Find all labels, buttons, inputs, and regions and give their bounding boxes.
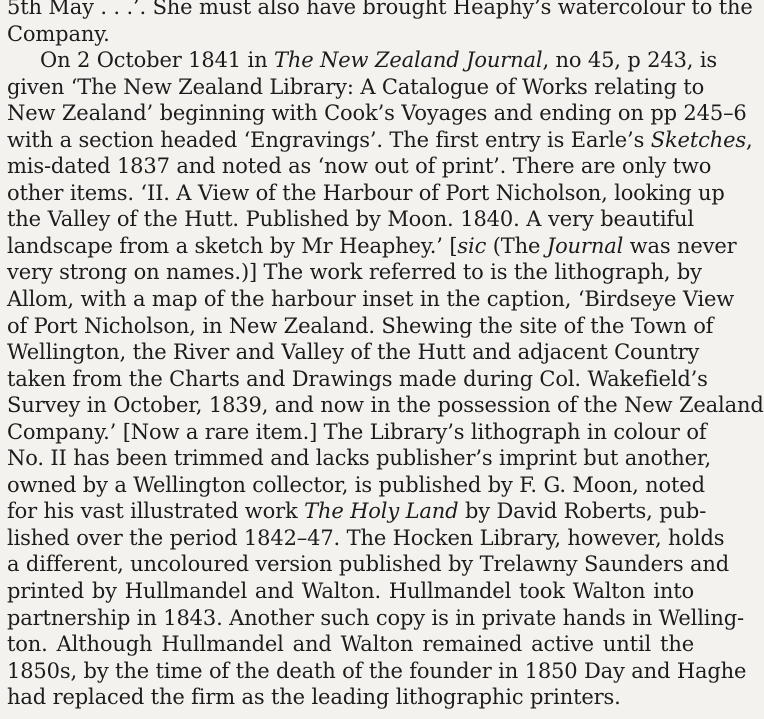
text-line: landscape from a sketch by Mr Heaphey.’ [sic (The Journal was never [7,233,737,258]
text-line: mis-dated 1837 and noted as ‘now out of print’. There are only two [7,154,712,179]
text-line: On 2 October 1841 in The New Zealand Journal, no 45, p 243, is [40,48,718,73]
text-line: very strong on names.)] The work referred to is the lithograph, by [7,260,702,285]
text-line: Survey in October, 1839, and now in the possession of the New Zealand [7,393,764,418]
text-line: printed by Hullmandel and Walton. Hullmandel took Walton into [7,579,694,604]
text-line: had replaced the firm as the leading lithographic printers. [7,685,621,710]
text-line: 1850s, by the time of the death of the founder in 1850 Day and Haghe [7,658,747,683]
text-line: lished over the period 1842–47. The Hocken Library, however, holds [7,525,725,550]
text-line: Company.’ [Now a rare item.] The Library’s lithograph in colour of [7,419,707,444]
text-line: Company. [7,21,110,46]
text-line: a different, uncoloured version published by Trelawny Saunders and [7,552,730,577]
text-line: taken from the Charts and Drawings made during Col. Wakefield’s [7,366,708,391]
text-line: owned by a Wellington collector, is published by F. G. Moon, noted [7,472,705,497]
text-line: 5th May . . .’. She must also have brought Heaphy’s watercolour to the [7,0,753,19]
text-line: No. II has been trimmed and lacks publisher’s imprint but another, [7,446,712,471]
text-line: New Zealand’ beginning with Cook’s Voyages and ending on pp 245–6 [7,101,747,126]
paragraph-2 [7,47,764,711]
text-line: the Valley of the Hutt. Published by Moon. 1840. A very beautiful [7,207,694,232]
text-line: partnership in 1843. Another such copy is in private hands in Welling- [7,605,744,630]
text-line: Allom, with a map of the harbour inset in the caption, ‘Birdseye View [7,287,735,312]
text-line: other items. ‘II. A View of the Harbour of Port Nicholson, looking up [7,180,725,205]
text-line: ton. Although Hullmandel and Walton remained active until the [7,632,694,657]
text-line: Wellington, the River and Valley of the Hutt and adjacent Country [7,340,700,365]
paragraph-1 [7,0,753,47]
text-line: for his vast illustrated work The Holy Land by David Roberts, pub- [7,499,707,524]
text-line: with a section headed ‘Engravings’. The first entry is Earle’s Sketches, [7,127,753,152]
text-line: given ‘The New Zealand Library: A Catalogue of Works relating to [7,74,705,99]
text-line: of Port Nicholson, in New Zealand. Shewing the site of the Town of [7,313,714,338]
